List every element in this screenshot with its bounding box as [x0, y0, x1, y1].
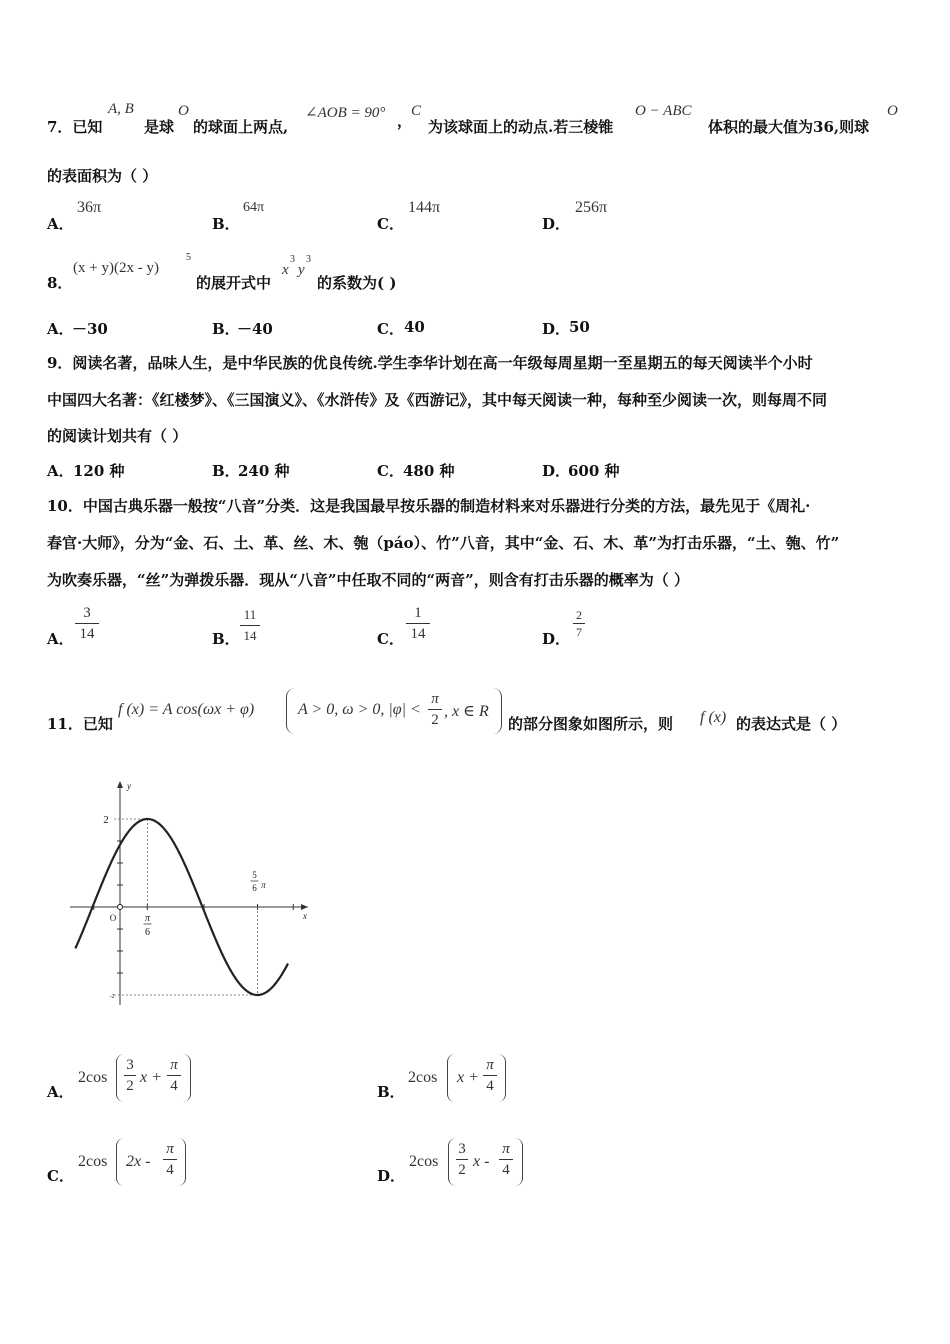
- q8-option-c-letter[interactable]: C．: [377, 320, 404, 338]
- q11-option-d-frac-2: π 4: [499, 1140, 513, 1179]
- q11-option-b-lparen: [447, 1054, 455, 1102]
- q10-line-3: 为吹奏乐器，“丝”为弹拨乐器．现从“八音”中任取不同的“两音”，则含有打击乐器的概率为（ ）: [47, 571, 689, 589]
- q7-pyramid: O − ABC: [635, 103, 692, 119]
- q8-option-b-letter[interactable]: B．: [212, 320, 240, 338]
- q11-condition-2: , x ∈ R: [444, 703, 489, 720]
- q11-option-c-coef[interactable]: 2cos: [78, 1153, 108, 1170]
- q11-option-d-frac-1: 3 2: [456, 1140, 468, 1179]
- q11-text-1: 的部分图象如图所示，则: [508, 715, 674, 733]
- q9-option-c-letter[interactable]: C．: [377, 462, 404, 480]
- q11-right-paren: [493, 688, 502, 734]
- q11-option-d-coef[interactable]: 2cos: [409, 1153, 439, 1170]
- q8-text-2: 的系数为( ): [317, 274, 397, 292]
- q11-left-paren: [286, 688, 295, 734]
- q11-number: 11．已知: [47, 715, 113, 733]
- q11-option-d-mid[interactable]: x -: [473, 1153, 490, 1170]
- q7-option-b-value[interactable]: 64π: [243, 200, 265, 215]
- q11-option-a-rparen: [183, 1054, 191, 1102]
- q8-number: 8．: [47, 274, 73, 292]
- q11-option-a-letter[interactable]: A．: [47, 1083, 74, 1101]
- x-axis-label: x: [303, 911, 307, 921]
- q7-sphere-o-2: O: [887, 103, 898, 119]
- q8-option-d-letter[interactable]: D．: [542, 320, 571, 338]
- q10-option-d-letter[interactable]: D．: [542, 630, 571, 648]
- q8-option-c-value[interactable]: 40: [404, 318, 425, 336]
- q11-option-a-lparen: [116, 1054, 124, 1102]
- q7-option-c-value[interactable]: 144π: [408, 199, 441, 216]
- q7-option-b-letter[interactable]: B．: [212, 215, 240, 233]
- x-axis-arrow: [301, 904, 308, 910]
- q9-option-c-value[interactable]: 480 种: [403, 462, 455, 480]
- q8-option-a-letter[interactable]: A．: [47, 320, 74, 338]
- q11-text-2: 的表达式是（ ）: [736, 715, 847, 733]
- q11-function: f (x) = A cos(ωx + φ): [118, 701, 255, 718]
- q11-condition-fraction: π 2: [428, 690, 442, 729]
- q11-option-b-rparen: [498, 1054, 506, 1102]
- q11-option-a-frac-2: π 4: [167, 1056, 181, 1095]
- q7-angle: ∠AOB = 90°: [305, 105, 386, 121]
- q7-option-a-letter[interactable]: A．: [47, 215, 74, 233]
- q7-text-3: 为该球面上的动点.若三棱锥: [428, 118, 614, 136]
- y-max-label: 2: [103, 814, 109, 826]
- q8-term-x: x: [282, 262, 289, 278]
- q8-option-a-value[interactable]: －30: [72, 320, 108, 338]
- q8-exponent-5: 5: [186, 252, 191, 263]
- q11-option-b-inner[interactable]: x +: [457, 1069, 479, 1086]
- q9-option-d-letter[interactable]: D．: [542, 462, 571, 480]
- y-min-label: -2: [109, 994, 115, 1000]
- y-axis-label: y: [127, 781, 131, 791]
- q10-option-b-letter[interactable]: B．: [212, 630, 240, 648]
- x1-label-den: 6: [144, 927, 150, 938]
- q10-option-c-fraction[interactable]: 1 14: [406, 604, 430, 643]
- q11-option-c-rparen: [178, 1138, 186, 1186]
- q9-option-b-letter[interactable]: B．: [212, 462, 240, 480]
- q10-line-1: 10．中国古典乐器一般按“八音”分类．这是我国最早按乐器的制造材料来对乐器进行分类的方法，最先见于《周礼·: [47, 497, 811, 515]
- q8-expression: (x + y)(2x - y): [73, 260, 159, 276]
- x1-label-num: π: [144, 913, 150, 924]
- q11-option-a-frac-1: 3 2: [124, 1056, 136, 1095]
- q11-option-c-inner[interactable]: 2x -: [126, 1153, 151, 1170]
- y-axis-arrow: [117, 781, 123, 788]
- q7-point-c: C: [411, 103, 422, 119]
- q8-option-d-value[interactable]: 50: [569, 318, 590, 336]
- q7-text-4: 体积的最大值为36,则球: [708, 118, 870, 136]
- q7-comma: ，: [397, 112, 413, 130]
- q8-term-x-exp: 3: [290, 254, 295, 265]
- q7-sphere-o: O: [178, 103, 189, 119]
- origin-point: [118, 905, 123, 910]
- q11-option-c-frac: π 4: [163, 1140, 177, 1179]
- q11-option-d-rparen: [515, 1138, 523, 1186]
- q10-option-a-fraction[interactable]: 3 14: [75, 604, 99, 643]
- x2-label-pi: π: [261, 880, 266, 890]
- graph-root: [65, 781, 308, 1005]
- q8-text-1: 的展开式中: [196, 274, 272, 292]
- q9-option-a-value[interactable]: 120 种: [73, 462, 125, 480]
- q9-line-2: 中国四大名著：《红楼梦》、《三国演义》、《水浒传》及《西游记》，其中每天阅读一种，每种至少阅读一次，则每周不同: [47, 391, 828, 409]
- q7-text-1: 是球: [144, 118, 175, 136]
- q11-option-b-letter[interactable]: B．: [377, 1083, 405, 1101]
- q7-option-d-letter[interactable]: D．: [542, 215, 571, 233]
- q11-condition: A > 0, ω > 0, |φ| <: [298, 701, 421, 718]
- q7-line-2: 的表面积为（ ）: [47, 167, 158, 185]
- q9-option-a-letter[interactable]: A．: [47, 462, 74, 480]
- q9-line-1: 9．阅读名著，品味人生，是中华民族的优良传统.学生李华计划在高一年级每周星期一至星期五的每天阅读半个小时: [47, 354, 813, 372]
- q11-fx: f (x): [700, 709, 727, 726]
- q7-option-c-letter[interactable]: C．: [377, 215, 404, 233]
- q10-option-a-letter[interactable]: A．: [47, 630, 74, 648]
- q10-option-b-fraction[interactable]: 11 14: [240, 606, 260, 645]
- q7-option-d-value[interactable]: 256π: [575, 199, 608, 216]
- q11-option-d-letter[interactable]: D．: [377, 1167, 406, 1185]
- x2-label-den: 6: [252, 883, 257, 893]
- q11-option-d-lparen: [448, 1138, 456, 1186]
- q9-line-3: 的阅读计划共有（ ）: [47, 427, 188, 445]
- q11-option-a-mid[interactable]: x +: [140, 1069, 162, 1086]
- x2-label-num: 5: [252, 870, 257, 880]
- q10-option-d-fraction[interactable]: 2 7: [573, 608, 585, 639]
- q8-option-b-value[interactable]: －40: [237, 320, 273, 338]
- q7-option-a-value[interactable]: 36π: [77, 199, 102, 216]
- q9-option-d-value[interactable]: 600 种: [568, 462, 620, 480]
- q11-option-b-frac: π 4: [483, 1056, 497, 1095]
- q7-points-ab: A, B: [108, 101, 134, 117]
- q8-term-y-exp: 3: [306, 254, 311, 265]
- q10-line-2: 春官·大师》，分为“金、石、土、革、丝、木、匏（páo）、竹”八音，其中“金、石、木、革”为打击乐器，“土、匏、竹”: [47, 534, 840, 552]
- q11-option-c-lparen: [116, 1138, 124, 1186]
- q8-term-y: y: [298, 262, 305, 278]
- q10-option-c-letter[interactable]: C．: [377, 630, 404, 648]
- q11-option-a-coef[interactable]: 2cos: [78, 1069, 108, 1086]
- origin-label: O: [109, 913, 117, 923]
- q9-option-b-value[interactable]: 240 种: [238, 462, 290, 480]
- q7-text-2: 的球面上两点,: [193, 118, 289, 136]
- q11-option-c-letter[interactable]: C．: [47, 1167, 74, 1185]
- q7-number: 7．已知: [47, 118, 103, 136]
- function-graph: [65, 775, 335, 1010]
- q11-option-b-coef[interactable]: 2cos: [408, 1069, 438, 1086]
